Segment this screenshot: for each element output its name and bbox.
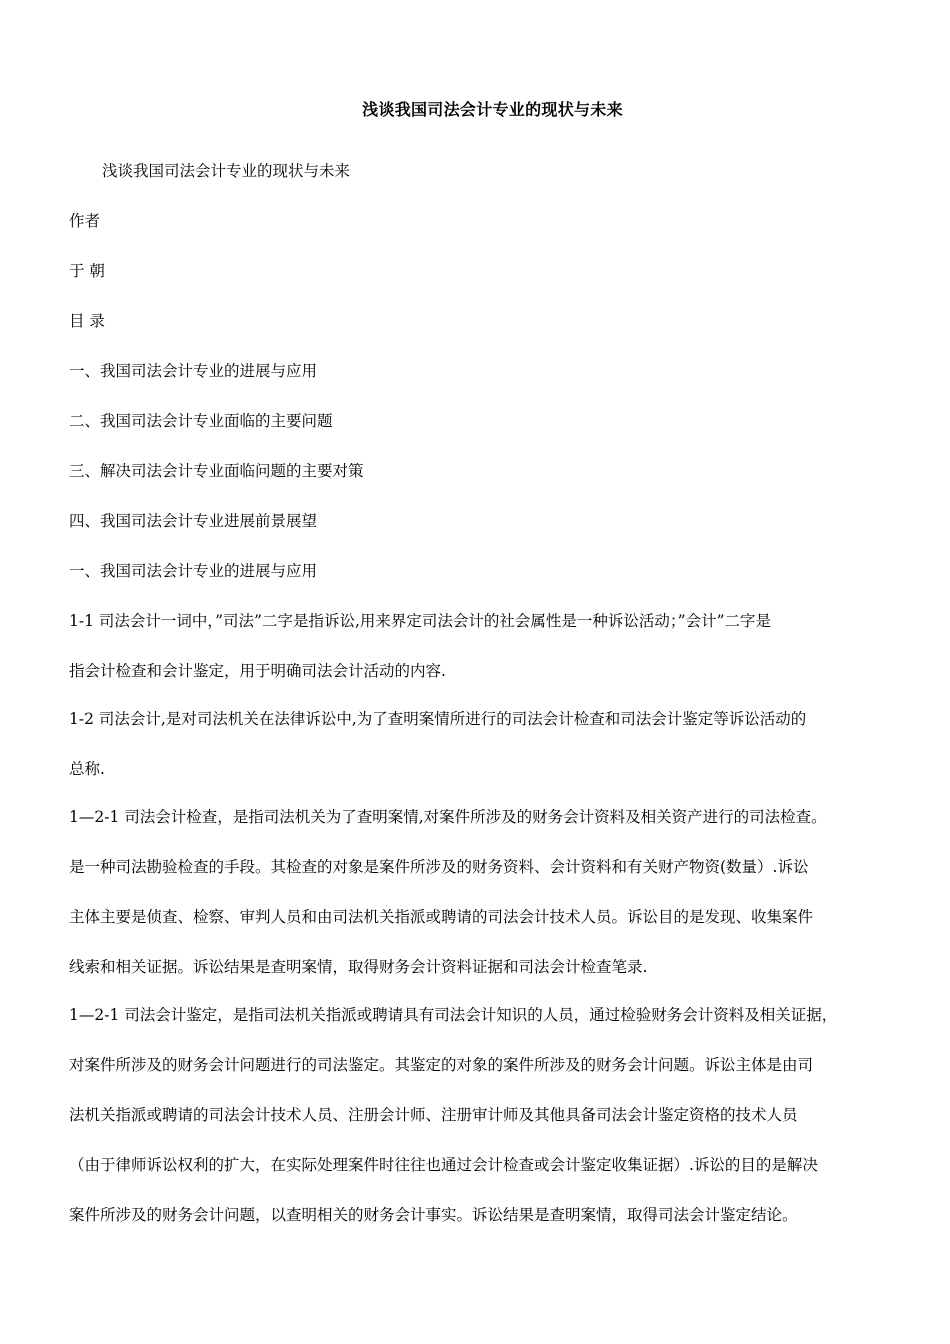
paragraph-2 <box>69 694 887 794</box>
paragraph-line: 1-2 司法会计,是对司法机关在法律诉讼中,为了查明案情所进行的司法会计检查和司法会计鉴定等诉讼活动的 <box>69 710 807 728</box>
author-name: 于 朝 <box>69 262 105 280</box>
paragraph-line: 指会计检查和会计鉴定，用于明确司法会计活动的内容. <box>69 662 446 680</box>
toc-item-4: 四、我国司法会计专业进展前景展望 <box>69 512 318 530</box>
paragraph-line: 对案件所涉及的财务会计问题进行的司法鉴定。其鉴定的对象的案件所涉及的财务会计问题。诉讼主体是由司 <box>69 1056 814 1074</box>
paragraph-line: 1-1 司法会计一词中，”司法”二字是指诉讼,用来界定司法会计的社会属性是一种诉讼活动；”会计”二字是 <box>69 612 772 630</box>
paragraph-1 <box>69 596 887 696</box>
toc-item-2: 二、我国司法会计专业面临的主要问题 <box>69 412 333 430</box>
section-heading: 一、我国司法会计专业的进展与应用 <box>69 562 318 580</box>
paragraph-line: 法机关指派或聘请的司法会计技术人员、注册会计师、注册审计师及其他具备司法会计鉴定资格的技术人员 <box>69 1106 798 1124</box>
toc-item-3: 三、解决司法会计专业面临问题的主要对策 <box>69 462 364 480</box>
paragraph-line: 案件所涉及的财务会计问题，以查明相关的财务会计事实。诉讼结果是查明案情，取得司法会计鉴定结论。 <box>69 1206 798 1224</box>
paragraph-3 <box>69 792 887 992</box>
toc-heading: 目 录 <box>69 312 105 330</box>
paragraph-line: 是一种司法勘验检查的手段。其检查的对象是案件所涉及的财务资料、会计资料和有关财产物资(数量）.诉讼 <box>69 858 809 876</box>
paragraph-line: 线索和相关证据。诉讼结果是查明案情，取得财务会计资料证据和司法会计检查笔录. <box>69 958 648 976</box>
paragraph-line: 主体主要是侦查、检察、审判人员和由司法机关指派或聘请的司法会计技术人员。诉讼目的是发现、收集案件 <box>69 908 814 926</box>
author-label: 作者 <box>69 212 101 230</box>
document-title: 浅谈我国司法会计专业的现状与未来 <box>362 100 623 119</box>
paragraph-line: 1—2-1 司法会计检查，是指司法机关为了查明案情,对案件所涉及的财务会计资料及相关资产进行的司法检查。 <box>69 808 827 826</box>
document-subtitle: 浅谈我国司法会计专业的现状与未来 <box>102 162 351 180</box>
toc-item-1: 一、我国司法会计专业的进展与应用 <box>69 362 318 380</box>
paragraph-line: （由于律师诉讼权利的扩大，在实际处理案件时往往也通过会计检查或会计鉴定收集证据）.诉讼的目的是解决 <box>69 1156 818 1174</box>
paragraph-line: 总称. <box>69 760 105 778</box>
paragraph-line: 1—2-1 司法会计鉴定，是指司法机关指派或聘请具有司法会计知识的人员，通过检验财务会计资料及相关证据， <box>69 1006 838 1024</box>
paragraph-4 <box>69 990 887 1240</box>
